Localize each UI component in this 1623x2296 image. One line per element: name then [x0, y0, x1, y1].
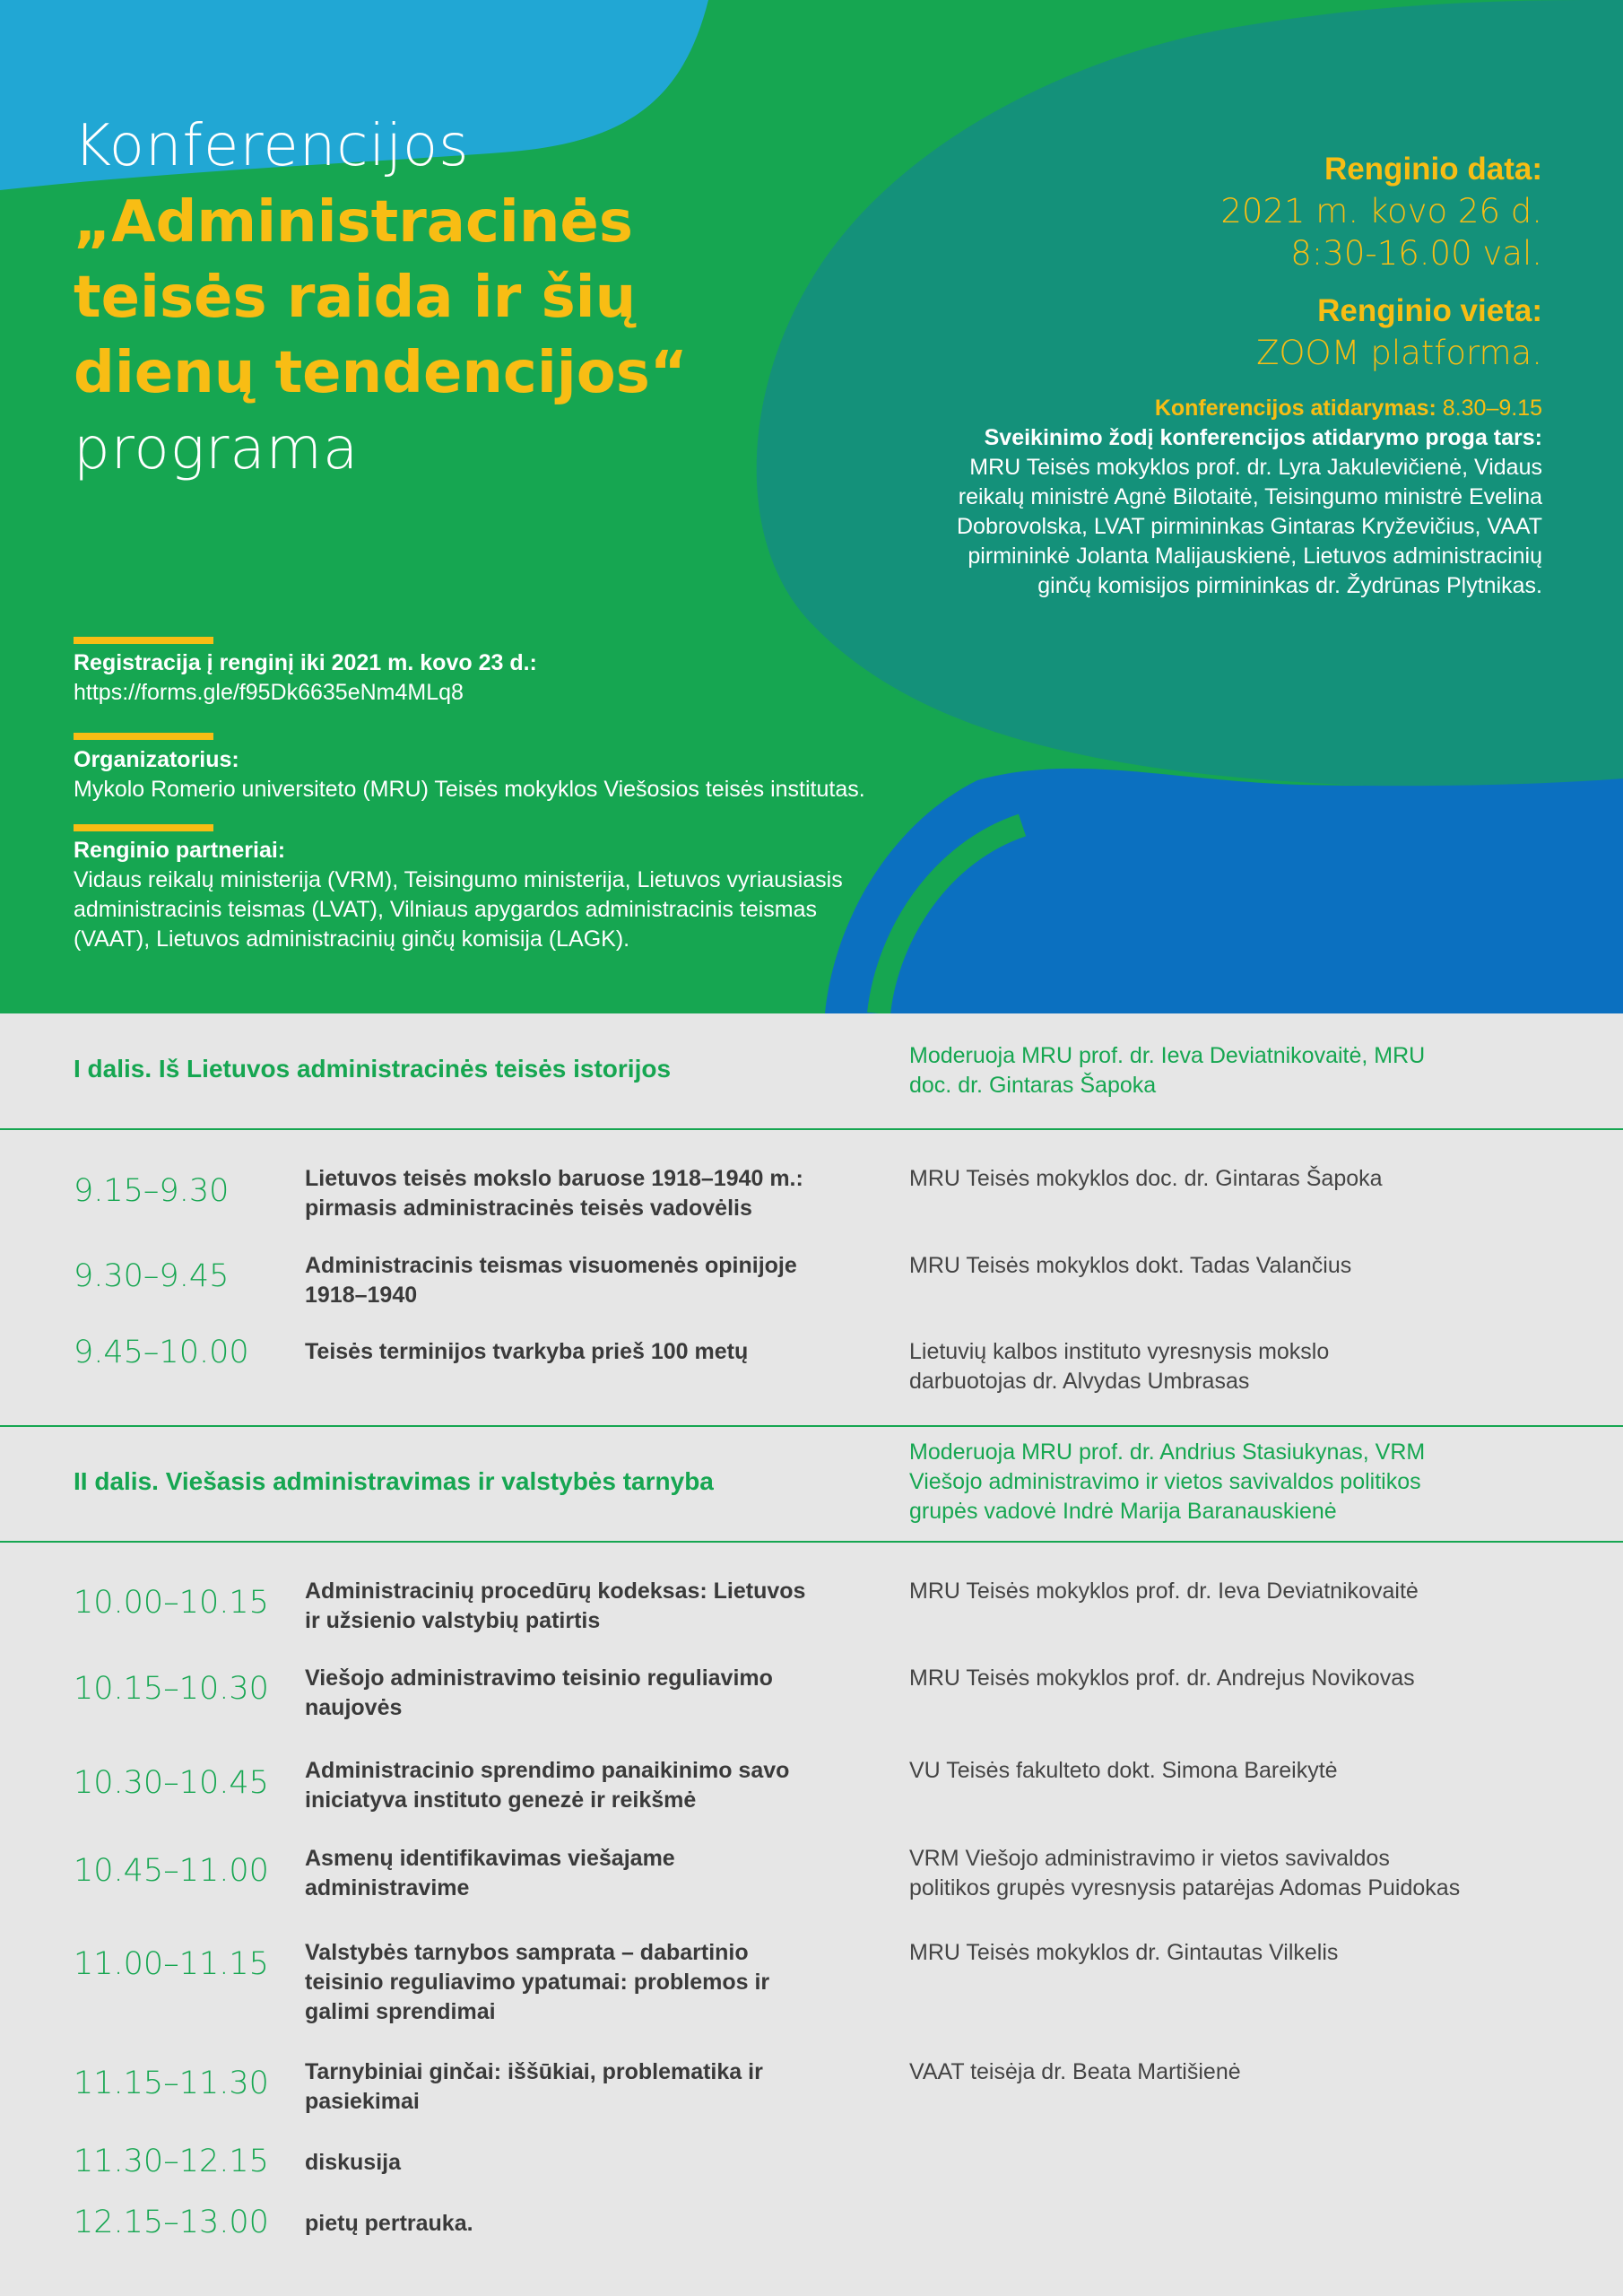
topic-line: iniciatyva instituto genezė ir reikšmė	[305, 1787, 697, 1813]
topic-line: pirmasis administracinės teisės vadovėlis	[305, 1196, 752, 1221]
opening-time: 8.30–9.15	[1442, 396, 1542, 421]
partners-line: Vidaus reikalų ministerija (VRM), Teisingumo ministerija, Lietuvos vyriausiasis	[74, 867, 843, 892]
session-time: 12.15–13.00	[74, 2205, 269, 2240]
session-speaker	[909, 1577, 1419, 1606]
opening-label: Konferencijos atidarymas:	[1154, 396, 1436, 421]
moderator-line: doc. dr. Gintaras Šapoka	[909, 1073, 1157, 1098]
topic-line: diskusija	[305, 2150, 401, 2175]
divider-bar	[74, 637, 213, 644]
greeting-line: reikalų ministrė Agnė Bilotaitė, Teisingumo ministrė Evelina	[958, 484, 1542, 509]
session-topic	[305, 2057, 763, 2117]
organizer-value: Mykolo Romerio universiteto (MRU) Teisės mokyklos Viešosios teisės institutas.	[74, 777, 865, 802]
session-topic	[305, 1664, 773, 1723]
partners-value	[74, 865, 843, 954]
title-line: teisės raida ir šių	[74, 265, 637, 331]
session-topic	[305, 1337, 748, 1367]
speaker-line: MRU Teisės mokyklos doc. dr. Gintaras Šapoka	[909, 1166, 1383, 1191]
session-speaker	[909, 1164, 1383, 1194]
session-topic	[305, 2148, 401, 2178]
session-topic	[305, 2209, 473, 2239]
speaker-line: VRM Viešojo administravimo ir vietos savivaldos	[909, 1846, 1390, 1871]
topic-line: pasiekimai	[305, 2089, 420, 2114]
date-label: Renginio data:	[1324, 152, 1542, 187]
session-speaker	[909, 1337, 1329, 1396]
session-speaker	[909, 1938, 1338, 1968]
session-speaker	[909, 1251, 1351, 1281]
section-title: I dalis. Iš Lietuvos administracinės teisės istorijos	[74, 1055, 672, 1083]
greeting-text	[807, 453, 1542, 601]
session-time: 11.30–12.15	[74, 2144, 269, 2179]
topic-line: ir užsienio valstybių patirtis	[305, 1608, 601, 1633]
session-topic	[305, 1844, 675, 1903]
registration-link[interactable]: https://forms.gle/f95Dk6635eNm4MLq8	[74, 680, 464, 705]
event-details	[807, 149, 1542, 601]
session-topic	[305, 1577, 805, 1636]
partners-line: (VAAT), Lietuvos administracinių ginčų komisija (LAGK).	[74, 926, 630, 952]
topic-line: galimi sprendimai	[305, 1999, 496, 2024]
speaker-line: politikos grupės vyresnysis patarėjas Adomas Puidokas	[909, 1875, 1461, 1900]
session-speaker	[909, 2057, 1241, 2087]
topic-line: Asmenų identifikavimas viešajame	[305, 1846, 675, 1871]
session-time: 10.45–11.00	[74, 1853, 269, 1889]
speaker-line: VU Teisės fakulteto dokt. Simona Bareikytė	[909, 1758, 1338, 1783]
session-time: 10.15–10.30	[74, 1671, 269, 1707]
partners-line: administracinis teismas (LVAT), Vilniaus apygardos administracinis teismas	[74, 897, 818, 922]
greeting-label: Sveikinimo žodį konferencijos atidarymo proga tars:	[984, 425, 1542, 450]
speaker-line: MRU Teisės mokyklos prof. dr. Andrejus Novikovas	[909, 1665, 1415, 1691]
section-rule	[0, 1128, 1623, 1130]
session-topic	[305, 1938, 769, 2027]
speaker-line: Lietuvių kalbos instituto vyresnysis mokslo	[909, 1339, 1330, 1364]
topic-line: Administracinis teismas visuomenės opinijoje	[305, 1253, 797, 1278]
session-time: 9.30–9.45	[74, 1258, 230, 1294]
speaker-line: MRU Teisės mokyklos prof. dr. Ieva Deviatnikovaitė	[909, 1578, 1419, 1604]
title-line: „Administracinės	[74, 189, 633, 256]
topic-line: teisinio reguliavimo ypatumai: problemos ir	[305, 1970, 770, 1995]
date-value: 2021 m. kovo 26 d.	[1220, 192, 1542, 230]
topic-line: Tarnybiniai ginčai: iššūkiai, problematika ir	[305, 2059, 763, 2084]
section-rule	[0, 1425, 1623, 1427]
conference-title	[74, 185, 688, 411]
session-time: 9.15–9.30	[74, 1173, 230, 1209]
session-time: 9.45–10.00	[74, 1335, 249, 1370]
section-moderator	[909, 1438, 1425, 1526]
opening-line	[807, 394, 1542, 423]
topic-line: naujovės	[305, 1695, 403, 1720]
greeting-line: MRU Teisės mokyklos prof. dr. Lyra Jakulevičienė, Vidaus	[969, 455, 1542, 480]
title-suffix: programa	[74, 416, 360, 483]
topic-line: Administracinio sprendimo panaikinimo savo	[305, 1758, 790, 1783]
topic-line: pietų pertrauka.	[305, 2211, 473, 2236]
section-title: II dalis. Viešasis administravimas ir valstybės tarnyba	[74, 1467, 714, 1495]
moderator-line: grupės vadovė Indrė Marija Baranauskienė	[909, 1499, 1337, 1524]
moderator-line: Moderuoja MRU prof. dr. Andrius Stasiukynas, VRM	[909, 1439, 1426, 1465]
session-topic	[305, 1756, 789, 1815]
greeting-line: pirmininkė Jolanta Malijauskienė, Lietuvos administracinių	[968, 544, 1542, 569]
session-topic	[305, 1164, 803, 1223]
place-value: ZOOM platforma.	[1256, 334, 1542, 372]
divider-bar	[74, 824, 213, 831]
session-speaker	[909, 1844, 1460, 1903]
divider-bar	[74, 733, 213, 740]
session-time: 11.15–11.30	[74, 2066, 269, 2101]
section-moderator	[909, 1041, 1425, 1100]
hero-banner	[0, 0, 1623, 1013]
section-rule	[0, 1541, 1623, 1543]
speaker-line: VAAT teisėja dr. Beata Martišienė	[909, 2059, 1241, 2084]
time-value: 8:30-16.00 val.	[1290, 234, 1542, 273]
title-prefix: Konferencijos	[74, 113, 470, 179]
speaker-line: MRU Teisės mokyklos dokt. Tadas Valančius	[909, 1253, 1352, 1278]
session-topic	[305, 1251, 797, 1310]
moderator-line: Viešojo administravimo ir vietos savivaldos politikos	[909, 1469, 1421, 1494]
topic-line: Lietuvos teisės mokslo baruose 1918–1940 m.:	[305, 1166, 803, 1191]
title-line: dienų tendencijos“	[74, 340, 688, 406]
topic-line: Viešojo administravimo teisinio reguliavimo	[305, 1665, 773, 1691]
speaker-line: MRU Teisės mokyklos dr. Gintautas Vilkelis	[909, 1940, 1339, 1965]
session-speaker	[909, 1664, 1415, 1693]
moderator-line: Moderuoja MRU prof. dr. Ieva Deviatnikovaitė, MRU	[909, 1043, 1426, 1068]
speaker-line: darbuotojas dr. Alvydas Umbrasas	[909, 1369, 1250, 1394]
topic-line: Administracinių procedūrų kodeksas: Lietuvos	[305, 1578, 806, 1604]
session-time: 10.30–10.45	[74, 1765, 269, 1801]
session-time: 10.00–10.15	[74, 1585, 269, 1621]
registration-label: Registracija į renginį iki 2021 m. kovo 23 d.:	[74, 650, 537, 675]
place-label: Renginio vieta:	[1317, 293, 1542, 328]
topic-line: Teisės terminijos tvarkyba prieš 100 metų	[305, 1339, 749, 1364]
greeting-line: ginčų komisijos pirmininkas dr. Žydrūnas Plytnikas.	[1037, 573, 1542, 598]
organizer-label: Organizatorius:	[74, 747, 239, 772]
partners-label: Renginio partneriai:	[74, 838, 286, 863]
session-speaker	[909, 1756, 1338, 1786]
session-time: 11.00–11.15	[74, 1946, 269, 1982]
greeting-line: Dobrovolska, LVAT pirmininkas Gintaras Kryževičius, VAAT	[957, 514, 1542, 539]
topic-line: administravime	[305, 1875, 470, 1900]
topic-line: Valstybės tarnybos samprata – dabartinio	[305, 1940, 749, 1965]
topic-line: 1918–1940	[305, 1283, 418, 1308]
